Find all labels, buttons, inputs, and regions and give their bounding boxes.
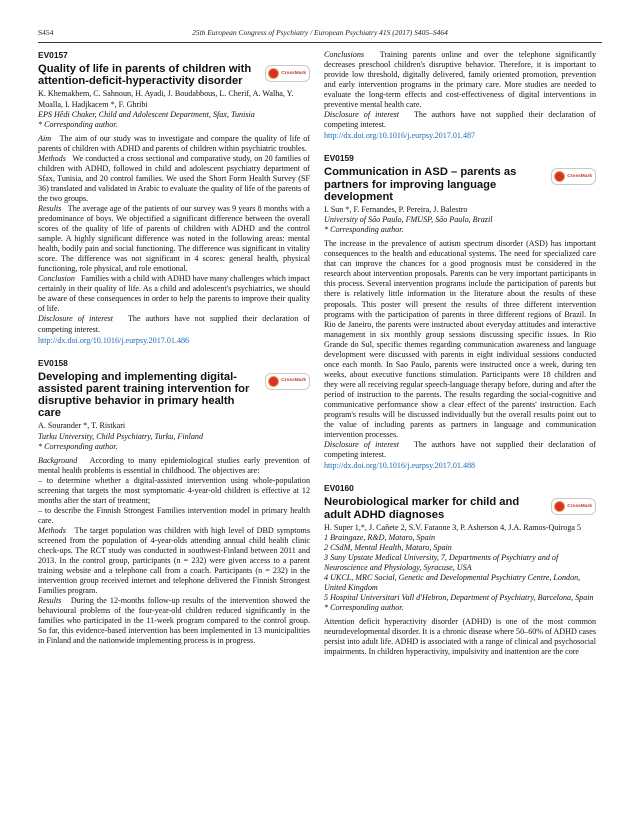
doi-link[interactable]: http://dx.doi.org/10.1016/j.eurpsy.2017.01.488 bbox=[324, 461, 476, 471]
methods-section bbox=[38, 526, 310, 596]
section-label: Aim bbox=[38, 133, 52, 143]
section-text: During the 12-months follow-up results of the intervention showed the behavioural problems of the four-year-old children reduced significantly in the families who participated in the 11-week program compared to the control group. So far, this evidence-based intervention has been implemented in 13 municipalities in Finland and the nationwide implementing process is in progress. bbox=[38, 596, 310, 646]
article-title: Developing and implementing digital-assisted parent training intervention for disruptive behavior in primary health care bbox=[38, 370, 250, 420]
article-affiliation: University of São Paulo, FMUSP, São Paulo, Brazil bbox=[324, 215, 493, 225]
section-label: Disclosure of interest bbox=[38, 314, 114, 324]
crossmark-icon bbox=[554, 171, 565, 182]
objective-item: – to describe the Finnish Strongest Families intervention model in primary health care. bbox=[38, 505, 310, 525]
crossmark-icon bbox=[554, 501, 565, 512]
article-ev0157 bbox=[38, 50, 310, 346]
conclusion-section bbox=[38, 274, 310, 314]
article-authors: K. Khemakhem, C. Sahnoun, H. Ayadi, J. Boudabbous, L. Cherif, A. Walha, Y. Moalla, I. Hadjkacem *, F. Ghribi bbox=[38, 89, 294, 109]
section-label: Results bbox=[38, 596, 62, 606]
section-label: Results bbox=[38, 203, 62, 213]
section-text: Families with a child with ADHD have many challenges which impact certainly in their quality of life. As a child and adolescent's psychiatrics, we should be aware of these consequences in order to help the parents to improve their quality of life. bbox=[38, 274, 310, 314]
article-title: Communication in ASD – parents as partners for improving language development bbox=[324, 166, 517, 203]
article-title: Neurobiological marker for child and adult ADHD diagnoses bbox=[324, 496, 520, 521]
crossmark-label: CrossMark bbox=[567, 503, 592, 509]
section-text: The authors have not supplied their declaration of competing interest. bbox=[324, 110, 596, 130]
article-id: EV0157 bbox=[38, 50, 68, 60]
article-affiliation: 5 Hospital Universitari Vall d'Hebron, Department of Psychiatry, Barcelona, Spain bbox=[324, 593, 594, 603]
crossmark-badge[interactable] bbox=[551, 168, 596, 185]
article-ev0158 bbox=[38, 358, 310, 647]
section-text: We conducted a cross sectional and comparative study, on 20 families of children with ADHD, followed in child and adolescent psychiatry department of Sfax, Tunisia, and 20 control families. We used the Short Form Health Survey (SF 36) translated and validated in Arabic to evaluate the quality of life of the parents of the two groups. bbox=[38, 153, 310, 203]
right-column bbox=[324, 50, 596, 669]
crossmark-badge[interactable] bbox=[551, 498, 596, 515]
corresponding-note: * Corresponding author. bbox=[324, 225, 404, 235]
disclosure-section bbox=[38, 314, 310, 334]
article-authors: A. Sourander *, T. Ristkari bbox=[38, 421, 126, 431]
article-affiliation: 2 CSdM, Mental Health, Mataro, Spain bbox=[324, 542, 452, 552]
article-id: EV0160 bbox=[324, 483, 354, 494]
section-label: Conclusions bbox=[324, 50, 365, 59]
doi-link[interactable]: http://dx.doi.org/10.1016/j.eurpsy.2017.01.486 bbox=[38, 335, 190, 345]
disclosure-section bbox=[324, 440, 596, 460]
article-affiliation: Turku University, Child Psychiatry, Turku, Finland bbox=[38, 431, 204, 441]
article-affiliation: 3 Suny Upstate Medical University, 7, Departments of Psychiatry and of Neuroscience and Physiology, Syracuse, USA bbox=[324, 552, 559, 572]
crossmark-label: CrossMark bbox=[567, 173, 592, 179]
objective-item: – to determine whether a digital-assisted intervention using whole-population screening that targets the most symptomatic 4-year-old children is effective at 12 months after the start of treatment; bbox=[38, 475, 310, 505]
left-column bbox=[38, 50, 310, 659]
running-header bbox=[38, 28, 602, 42]
article-title: Quality of life in parents of children with attention-deficit-hyperactivity disorder bbox=[38, 63, 252, 88]
crossmark-label: CrossMark bbox=[281, 378, 306, 384]
doi-link[interactable]: http://dx.doi.org/10.1016/j.eurpsy.2017.01.487 bbox=[324, 131, 476, 141]
article-ev0158-continued bbox=[324, 50, 596, 141]
methods-section bbox=[38, 154, 310, 204]
section-text: Training parents online and over the telephone significantly decreases preschool children's disruptive behavior. Therefore, it is important to provide low threshold, digitally delivered, family oriented promotion, prevention and early intervention programs in the primary care. More studies are needed to evaluate the long-term effects and cost-effectiveness of digital interventions in preventive mental health care. bbox=[324, 50, 596, 110]
crossmark-badge[interactable] bbox=[265, 65, 310, 82]
section-label: Disclosure of interest bbox=[324, 110, 400, 120]
corresponding-note: * Corresponding author. bbox=[324, 603, 404, 613]
section-label: Background bbox=[38, 455, 78, 465]
conclusions-section bbox=[324, 50, 596, 110]
article-ev0159 bbox=[324, 153, 596, 471]
crossmark-icon bbox=[268, 68, 279, 79]
section-text: The target population was children with high level of DBD symptoms screened from the population of 4-year-olds attending annual child health clinic check-ups. The RCT study was conducted in southwest-Finland between 2011 and 2013. In the control group, participants (n = 232) were given access to a parent training website and a telephone call from a coach. Participants (n = 232) in the intervention group received internet and telephone delivered the Finnish Strongest Families program. bbox=[38, 525, 310, 596]
corresponding-note: * Corresponding author. bbox=[38, 119, 118, 129]
crossmark-label: CrossMark bbox=[281, 70, 306, 76]
header-rule bbox=[38, 42, 602, 43]
abstract-body: The increase in the prevalence of autism spectrum disorder (ASD) has important consequences to the health and educational systems. The need for specialized care that can improve the chances for a good prognosis must be considered in the research about intervention proposals. Parents can be very important participants in this process. Several intervention programs include the participation of parents but there is relatively little information in the literature about the results of these proposals. This poster will present the results of three different intervention programs with the participation of parents in three different regions of Brazil. In Rio de Janeiro, the parents were instructed about everyday attitudes and interactive management in six monthly group sessions discussing specific issues. In Rio Grande do Sul, specific themes regarding communication awareness and language development were discussed with parents in eight individual sessions conducted once each month. In Sao Paulo, parents were instructed once a week, during ten weeks, about executive functions stimulation. Participants were 18 children and they were all receiving regular speech-language therapy before, during and after the period of instruction to the parents. The results regarding the social-cognitive and communicative performance show a clear effect of the parents' instruction. Each program's results will be discussed individually but the overall results point out to the value of including parents as partners in language and communication intervention processes. bbox=[324, 239, 596, 440]
article-affiliation: 4 UKCL, MRC Social, Genetic and Developmental Psychiatry Centre, London, United Kingdom bbox=[324, 572, 581, 593]
abstract-body: Attention deficit hyperactivity disorder (ADHD) is one of the most common neurodevelopmental disorder. It is a chronic disease where 50–60% of ADHD cases persist into adult life. ADHD is associated with a range of clinical and psychosocial impairments. In children hyperactivity, impulsivity and inattention are the core bbox=[324, 617, 596, 657]
corresponding-note: * Corresponding author. bbox=[38, 441, 118, 451]
article-ev0160 bbox=[324, 483, 596, 657]
disclosure-section bbox=[324, 110, 596, 130]
page-number: S454 bbox=[38, 28, 54, 37]
crossmark-icon bbox=[268, 376, 279, 387]
article-authors: I. Sun *, F. Fernandes, P. Pereira, J. Balestro bbox=[324, 205, 468, 215]
section-text: The aim of our study was to investigate and compare the quality of life of parents of children with ADHD and parents of children within psychiatric troubles. bbox=[38, 133, 310, 153]
section-label: Methods bbox=[38, 153, 66, 163]
article-id: EV0158 bbox=[38, 357, 68, 368]
section-text: The authors have not supplied their declaration of competing interest. bbox=[324, 440, 596, 460]
results-section bbox=[38, 204, 310, 274]
journal-line: 25th European Congress of Psychiatry / European Psychiatry 41S (2017) S405–S464 bbox=[192, 28, 448, 37]
section-text: The authors have not supplied their declaration of competing interest. bbox=[38, 314, 310, 334]
section-text: The average age of the patients of our survey was 9 years 8 months with a predominance of boys. We objectified a significant difference between the overall scores of the quality of life of parents of children with ADHD and the control sample. A highly significant difference was noted in the following areas: mental health, bodily pain and social functioning. The difference was significant in vitality score. The difference was not significant in 4 scores: general health, physical functioning, role physical, and role emotional. bbox=[38, 203, 310, 274]
article-id: EV0159 bbox=[324, 153, 354, 164]
background-section bbox=[38, 456, 310, 476]
section-label: Disclosure of interest bbox=[324, 440, 400, 450]
section-text: According to many epidemiological studies early prevention of mental health problems is essential in childhood. The objectives are: bbox=[38, 455, 310, 475]
aim-section bbox=[38, 134, 310, 154]
results-section bbox=[38, 596, 310, 646]
section-label: Methods bbox=[38, 525, 66, 535]
article-affiliation: EPS Hêdi Chaker, Child and Adolescent Department, Sfax, Tunisia bbox=[38, 109, 255, 119]
article-authors: H. Super 1,*, J. Cañete 2, S.V. Faraone 3, P. Asherson 4, J.A. Ramos-Quiroga 5 bbox=[324, 522, 582, 532]
section-label: Conclusion bbox=[38, 274, 75, 284]
crossmark-badge[interactable] bbox=[265, 373, 310, 390]
article-affiliation: 1 Braingaze, R&D, Mataro, Spain bbox=[324, 532, 435, 542]
